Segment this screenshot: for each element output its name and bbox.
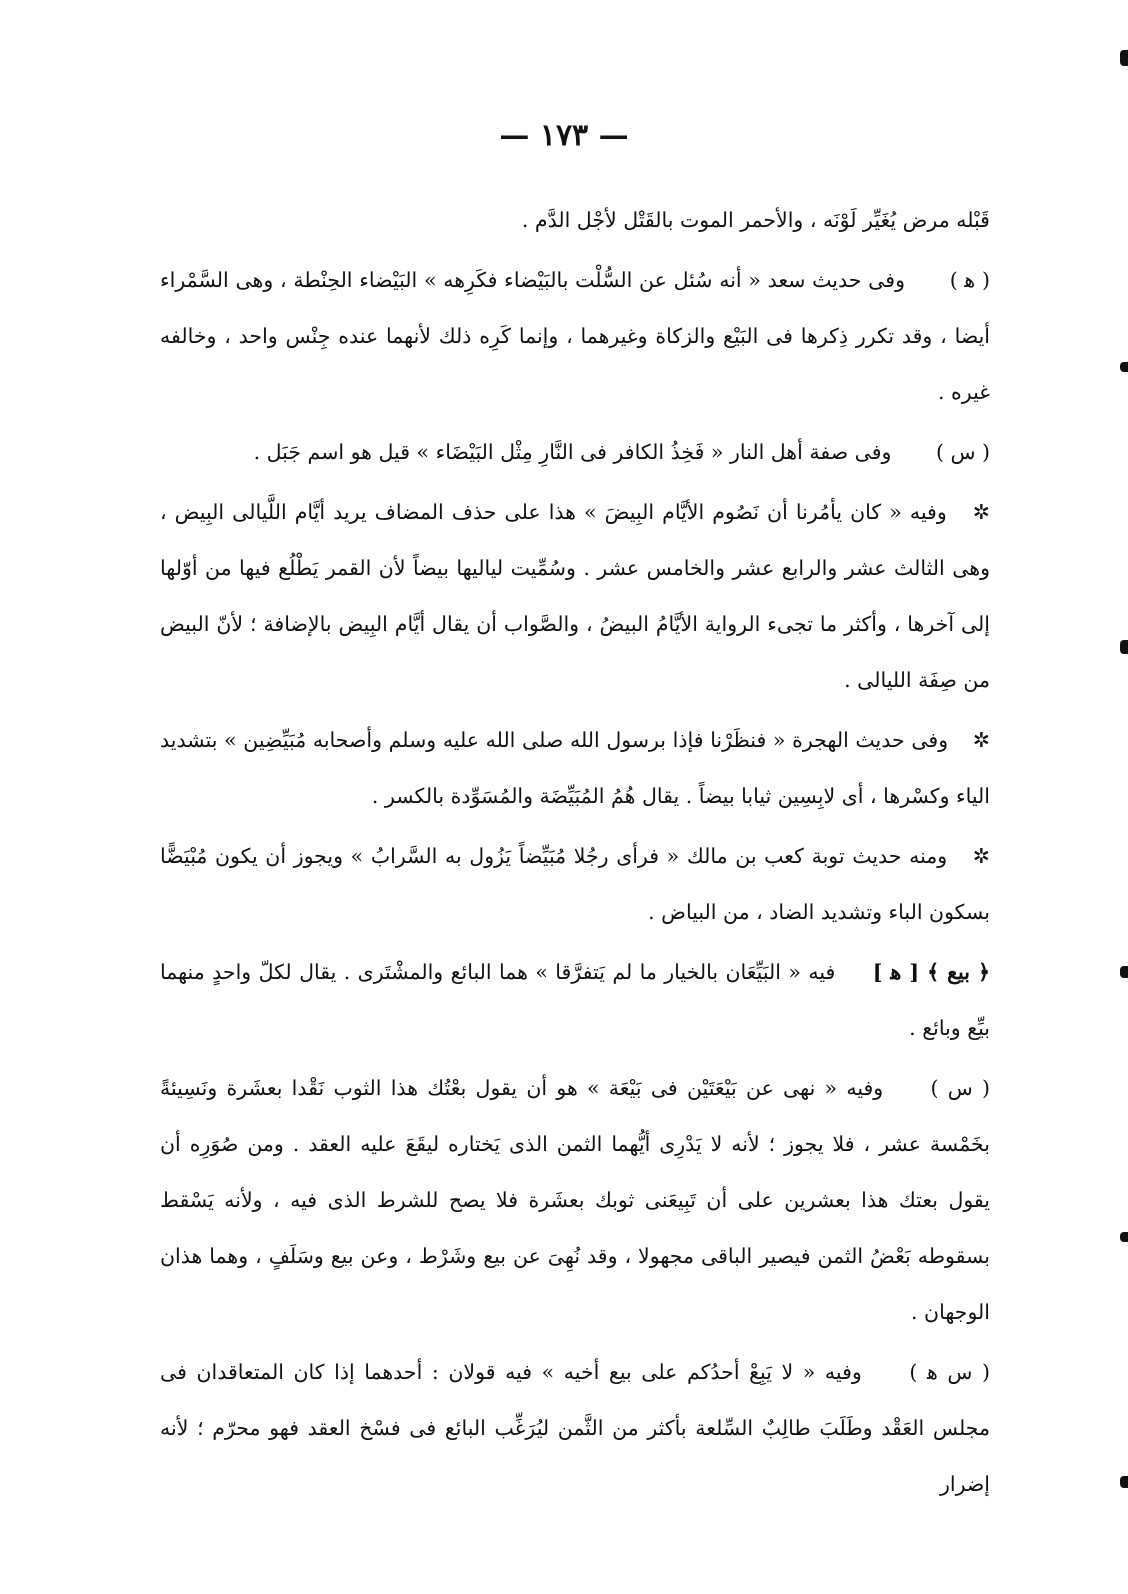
paragraph-text: وفيه « لا يَبِعْ أحدُكم على بيع أخيه » فيه قولان : أحدهما إذا كان المتعاقدان فى مجلس العَقْد وطَلَبَ طالِبٌ السِّلعة بأكثر من الثَّمن ليُرَغِّب البائع فى فسْخ العقد فهو محرّم ؛ لأنه إضرار (160, 1360, 990, 1496)
paragraph-7 (160, 1060, 990, 1340)
narration-marker: ( س ﻫ ) (909, 1360, 990, 1384)
paragraph-8 (160, 1344, 990, 1512)
page-text (160, 192, 990, 1516)
paragraph-text: وفيه « كان يأمُرنا أن نَصُوم الأيَّام البِيضَ » هذا على حذف المضاف يريد أيَّام اللَّيالى البِيض ، وهى الثالث عشر والرابع عشر والخامس عشر . وسُمِّيت لياليها بيضاً لأن القمر يَطْلُع فيها من أوّلها إلى آخرها ، وأكثر ما تجىء الرواية الأيَّامُ البيضُ ، والصَّواب أن يقال أيَّام البِيض بالإضافة ؛ لأنّ البيض من صِفَة الليالى . (160, 500, 990, 692)
paragraph-0 (160, 192, 990, 248)
scan-edge-mark (1120, 1232, 1128, 1242)
asterisk-icon: ✲ (972, 728, 990, 752)
scan-edge-mark (1120, 966, 1128, 978)
paragraph-4 (160, 712, 990, 824)
paragraph-text: ومنه حديث توبة كعب بن مالك « فرأى رجُلا مُبَيِّضاً يَزُول به السَّرابُ » ويجوز أن يكون مُبْيَضًّا بسكون الباء وتشديد الضاد ، من البياض . (160, 844, 990, 924)
paragraph-text: وفى صفة أهل النار « فَخِذُ الكافر فى النَّارِ مِثْل البَيْضَاء » قيل هو اسم جَبَل . (253, 440, 892, 464)
page-number: — ١٧٣ — (499, 118, 629, 153)
narration-marker: ( ﻫ ) (949, 268, 990, 292)
paragraph-6 (160, 944, 990, 1056)
scan-edge-mark (1120, 1476, 1128, 1488)
paragraph-3 (160, 484, 990, 708)
narration-marker: ( س ) (930, 1076, 990, 1100)
paragraph-5 (160, 828, 990, 940)
paragraph-text: قَبْله مرض يُغَيِّر لَوْنَه ، والأحمر الموت بالقَتْل لأجْل الدَّم . (521, 208, 990, 232)
paragraph-text: وفيه « نهى عن بَيْعَتَيْن فى بَيْعَة » هو أن يقول بعْتُك هذا الثوب نَقْدا بعشَرة ونَسِيئةً بخَمْسة عشر ، فلا يجوز ؛ لأنه لا يَدْرِى أيُّهما الثمن الذى يَختاره ليقَعَ عليه العقد . ومن صُوَرِه أن يقول بعتك هذا بعشرين على أن تَبِيعَنى ثوبك بعشَرة فلا يصح للشرط الذى فيه ، ولأنه يَسْقط بسقوطه بَعْضُ الثمن فيصير الباقى مجهولا ، وقد نُهِىَ عن بيع وشَرْط ، وعن بيع وسَلَفٍ ، وهما هذان الوجهان . (160, 1076, 990, 1324)
paragraph-2 (160, 424, 990, 480)
scan-edge-mark (1120, 50, 1128, 66)
paragraph-text: وفى حديث سعد « أنه سُئل عن السُّلْت بالبَيْضاء فكَرِهه » البَيْضاء الحِنْطة ، وهى السَّمْراء أيضا ، وقد تكرر ذِكرها فى البَيْع والزكاة وغيرهما ، وإنما كَرِه ذلك لأنهما عنده جِنْس واحد ، وخالفه غيره . (160, 268, 990, 404)
scan-edge-mark (1120, 640, 1128, 654)
paragraph-1 (160, 252, 990, 420)
asterisk-icon: ✲ (972, 844, 990, 868)
asterisk-icon: ✲ (972, 500, 990, 524)
narration-marker: ( س ) (935, 440, 990, 464)
entry-heading: ﴿ بيع ﴾ [ ﻫ ] (872, 960, 990, 984)
paragraph-text: فيه « البَيِّعَان بالخيار ما لم يَتفرَّقا » هما البائع والمشْتَرى . يقال لكلّ واحدٍ منهما بيِّع وبائع . (160, 960, 990, 1040)
paragraph-text: وفى حديث الهجرة « فنظَرْنا فإذا برسول الله صلى الله عليه وسلم وأصحابه مُبَيِّضِين » بتشديد الياء وكسْرها ، أى لابِسِين ثيابا بيضاً . يقال هُمُ المُبَيِّضَة والمُسَوِّدة بالكسر . (160, 728, 990, 808)
scan-edge-mark (1120, 362, 1128, 372)
